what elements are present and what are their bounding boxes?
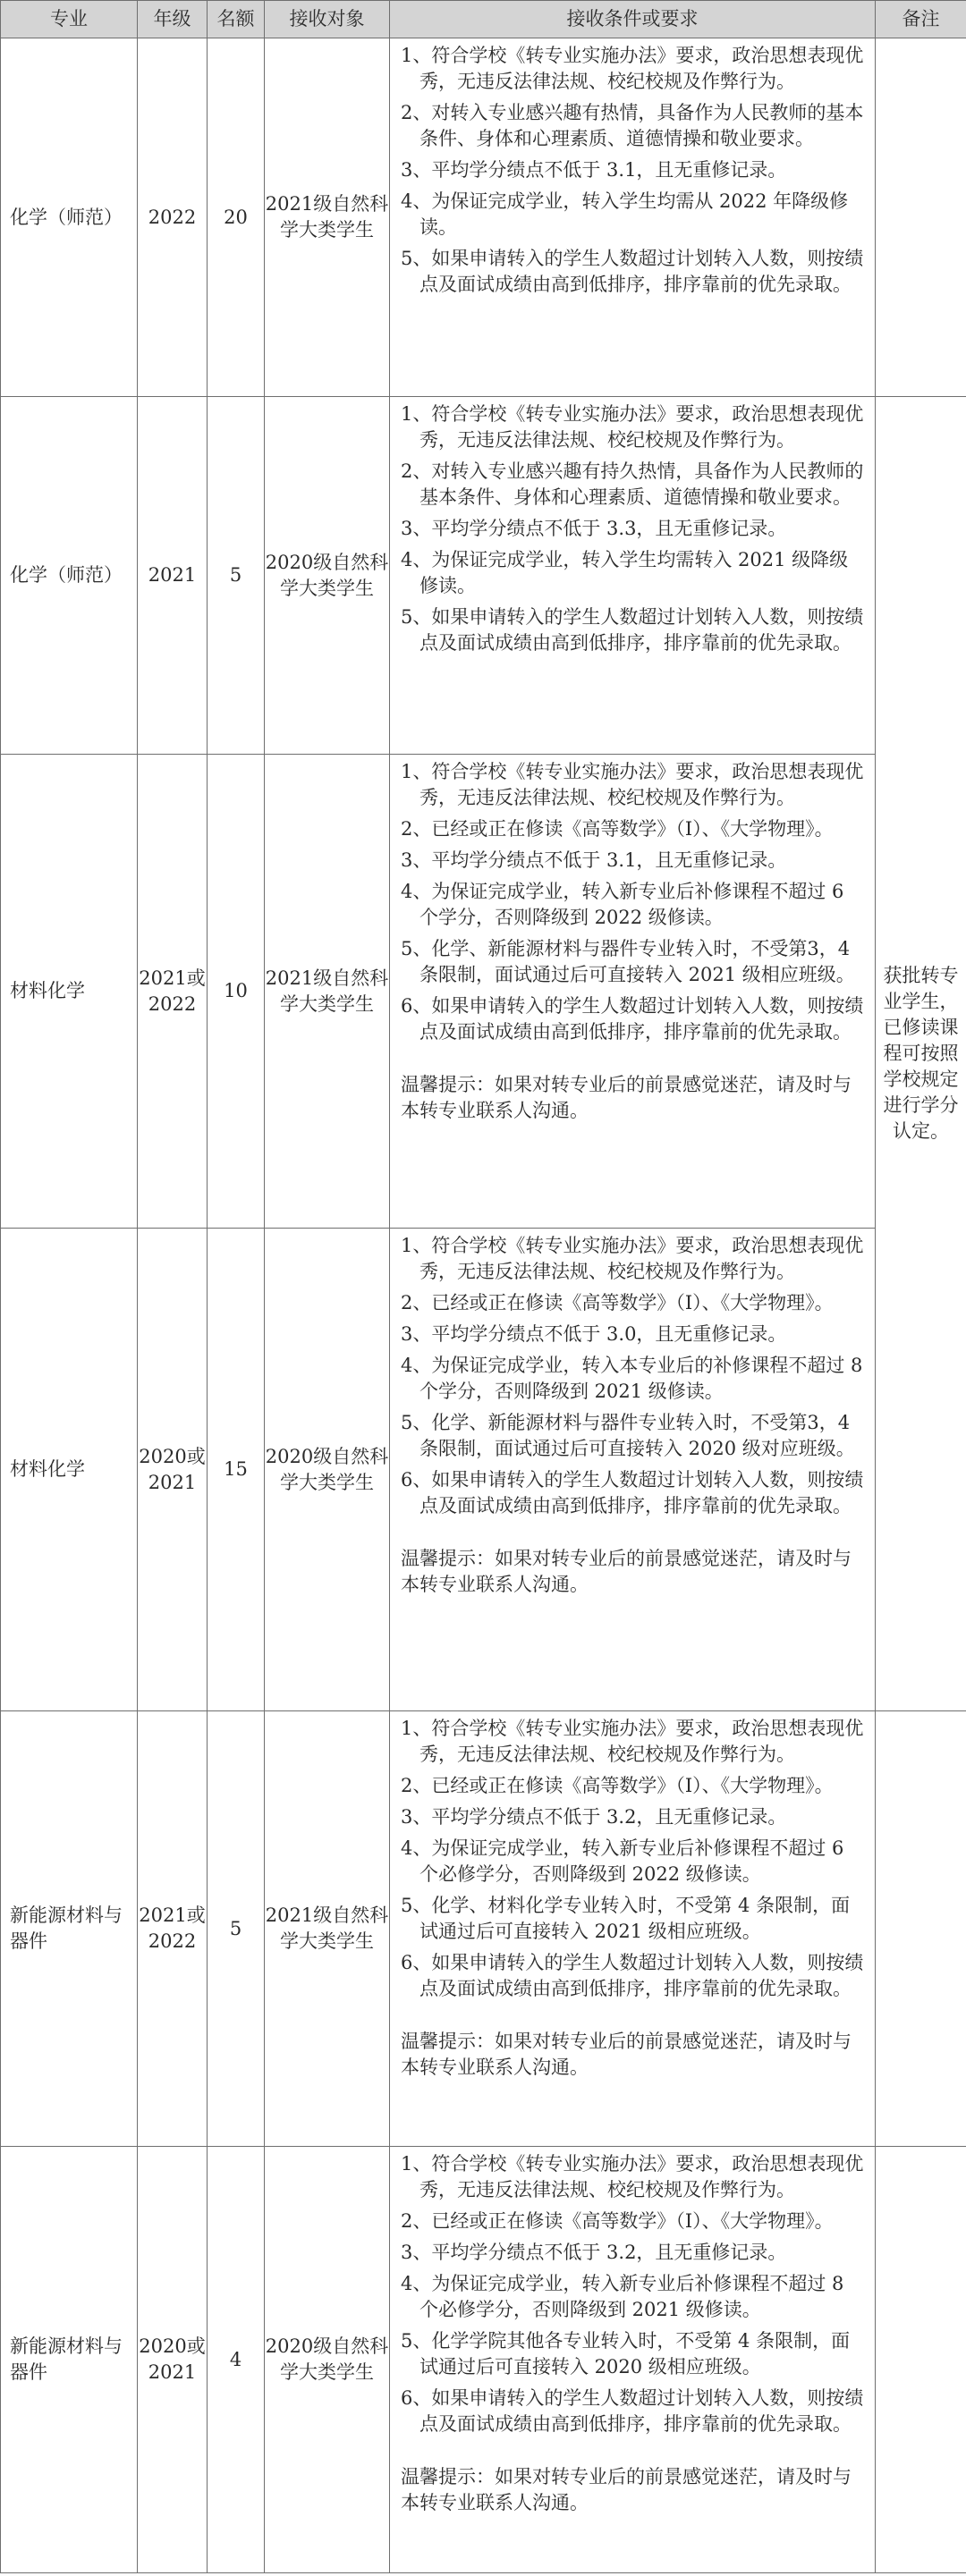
quota-cell: 15 — [208, 1229, 265, 1711]
requirement-item: 4、为保证完成学业，转入新专业后补修课程不超过 6 个必修学分，否则降级到 2022 级修读。 — [401, 1837, 844, 1885]
header-row — [1, 1, 966, 38]
target-text: 2021级自然科学大类学生 — [265, 1905, 389, 1952]
table-row — [1, 2147, 966, 2573]
major-cell: 新能源材料与器件 — [1, 2147, 138, 2573]
target-text: 2020级自然科学大类学生 — [265, 551, 389, 599]
target-text: 2020级自然科学大类学生 — [265, 1445, 389, 1493]
requirement-item: 6、如果申请转入的学生人数超过计划转入人数，则按绩点及面试成绩由高到低排序，排序靠前的优先录取。 — [401, 1952, 864, 1999]
table-row — [1, 397, 966, 755]
quota-cell: 10 — [208, 755, 265, 1229]
requirement-item: 2、已经或正在修读《高等数学》（Ⅰ）、《大学物理》。 — [401, 2210, 834, 2232]
requirement-item: 1、符合学校《转专业实施办法》要求，政治思想表现优秀，无违反法律法规、校纪校规及作弊行为。 — [401, 45, 864, 92]
table-row — [1, 1229, 966, 1711]
requirement-item: 3、平均学分绩点不低于 3.1，且无重修记录。 — [401, 849, 787, 871]
target-cell — [265, 38, 390, 397]
requirement-item: 1、符合学校《转专业实施办法》要求，政治思想表现优秀，无违反法律法规、校纪校规及作弊行为。 — [401, 1235, 864, 1282]
tip-text: 温馨提示：如果对转专业后的前景感觉迷茫，请及时与本转专业联系人沟通。 — [401, 2031, 852, 2078]
requirement-item: 4、为保证完成学业，转入新专业后补修课程不超过 8 个必修学分，否则降级到 2021 级修读。 — [401, 2273, 844, 2320]
requirement-item: 1、符合学校《转专业实施办法》要求，政治思想表现优秀，无违反法律法规、校纪校规及作弊行为。 — [401, 2153, 864, 2200]
target-text: 2021级自然科学大类学生 — [265, 193, 389, 241]
requirement-item: 5、化学、新能源材料与器件专业转入时，不受第3，4条限制，面试通过后可直接转入 2021 级相应班级。 — [401, 938, 855, 985]
requirements-cell — [390, 38, 876, 397]
requirement-item: 1、符合学校《转专业实施办法》要求，政治思想表现优秀，无违反法律法规、校纪校规及作弊行为。 — [401, 403, 864, 451]
requirement-item: 2、已经或正在修读《高等数学》（Ⅰ）、《大学物理》。 — [401, 1292, 834, 1313]
major-cell: 化学（师范） — [1, 397, 138, 755]
requirement-item: 6、如果申请转入的学生人数超过计划转入人数，则按绩点及面试成绩由高到低排序，排序靠前的优先录取。 — [401, 995, 864, 1043]
remark-cell-blank — [876, 1711, 966, 2147]
requirements-cell — [390, 755, 876, 1229]
requirement-item: 1、符合学校《转专业实施办法》要求，政治思想表现优秀，无违反法律法规、校纪校规及作弊行为。 — [401, 761, 864, 808]
target-cell — [265, 397, 390, 755]
target-text: 2020级自然科学大类学生 — [265, 2335, 389, 2383]
major-cell: 材料化学 — [1, 1229, 138, 1711]
requirement-item: 2、已经或正在修读《高等数学》（Ⅰ）、《大学物理》。 — [401, 818, 834, 840]
quota-cell: 5 — [208, 1711, 265, 2147]
target-text: 2021级自然科学大类学生 — [265, 967, 389, 1015]
grade-cell: 2021 — [138, 397, 208, 755]
major-cell: 新能源材料与器件 — [1, 1711, 138, 2147]
remark-cell-blank — [876, 2147, 966, 2573]
header-grade: 年级 — [138, 1, 208, 38]
requirement-item: 2、对转入专业感兴趣有持久热情，具备作为人民教师的基本条件、身体和心理素质、道德情操和敬业要求。 — [401, 460, 864, 508]
header-remark: 备注 — [876, 1, 966, 38]
grade-cell: 2020或2021 — [138, 1229, 208, 1711]
requirement-item: 1、符合学校《转专业实施办法》要求，政治思想表现优秀，无违反法律法规、校纪校规及作弊行为。 — [401, 1718, 864, 1765]
target-cell — [265, 1711, 390, 2147]
requirement-item: 5、化学、材料化学专业转入时，不受第 4 条限制，面试通过后可直接转入 2021 级相应班级。 — [401, 1895, 851, 1942]
table-row — [1, 1711, 966, 2147]
requirement-item: 6、如果申请转入的学生人数超过计划转入人数，则按绩点及面试成绩由高到低排序，排序靠前的优先录取。 — [401, 1469, 864, 1516]
requirement-item: 4、为保证完成学业，转入本专业后的补修课程不超过 8 个学分，否则降级到 2021 级修读。 — [401, 1355, 863, 1402]
remark-text: 获批转专业学生，已修读课程可按照学校规定进行学分认定。 — [883, 965, 959, 1142]
quota-cell: 20 — [208, 38, 265, 397]
grade-cell: 2021或2022 — [138, 755, 208, 1229]
requirement-item: 3、平均学分绩点不低于 3.1，且无重修记录。 — [401, 159, 787, 181]
table-row — [1, 755, 966, 1229]
header-major: 专业 — [1, 1, 138, 38]
requirements-cell — [390, 1711, 876, 2147]
requirement-item: 4、为保证完成学业，转入学生均需从 2022 年降级修读。 — [401, 190, 849, 238]
requirement-item: 6、如果申请转入的学生人数超过计划转入人数，则按绩点及面试成绩由高到低排序，排序靠前的优先录取。 — [401, 2387, 864, 2435]
header-target: 接收对象 — [265, 1, 390, 38]
requirement-item: 3、平均学分绩点不低于 3.0，且无重修记录。 — [401, 1323, 787, 1345]
requirements-cell — [390, 1229, 876, 1711]
grade-cell: 2022 — [138, 38, 208, 397]
target-cell — [265, 1229, 390, 1711]
requirement-item: 3、平均学分绩点不低于 3.3，且无重修记录。 — [401, 518, 787, 539]
table-row — [1, 38, 966, 397]
requirement-item: 4、为保证完成学业，转入学生均需转入 2021 级降级修读。 — [401, 549, 849, 596]
remark-cell-blank — [876, 38, 966, 397]
grade-cell: 2020或2021 — [138, 2147, 208, 2573]
quota-cell: 5 — [208, 397, 265, 755]
header-quota: 名额 — [208, 1, 265, 38]
requirement-item: 5、如果申请转入的学生人数超过计划转入人数，则按绩点及面试成绩由高到低排序，排序靠前的优先录取。 — [401, 606, 864, 654]
requirement-item: 4、为保证完成学业，转入新专业后补修课程不超过 6 个学分，否则降级到 2022 级修读。 — [401, 881, 844, 928]
requirement-item: 2、已经或正在修读《高等数学》（Ⅰ）、《大学物理》。 — [401, 1775, 834, 1796]
requirement-item: 3、平均学分绩点不低于 3.2，且无重修记录。 — [401, 2242, 787, 2263]
requirement-item: 5、化学、新能源材料与器件专业转入时，不受第3，4条限制，面试通过后可直接转入 2020 级对应班级。 — [401, 1412, 855, 1459]
major-cell: 化学（师范） — [1, 38, 138, 397]
tip-text: 温馨提示：如果对转专业后的前景感觉迷茫，请及时与本转专业联系人沟通。 — [401, 2466, 852, 2513]
requirement-item: 5、化学学院其他各专业转入时，不受第 4 条限制，面试通过后可直接转入 2020 级相应班级。 — [401, 2330, 851, 2378]
requirement-item: 3、平均学分绩点不低于 3.2，且无重修记录。 — [401, 1806, 787, 1828]
tip-text: 温馨提示：如果对转专业后的前景感觉迷茫，请及时与本转专业联系人沟通。 — [401, 1548, 852, 1595]
tip-text: 温馨提示：如果对转专业后的前景感觉迷茫，请及时与本转专业联系人沟通。 — [401, 1074, 852, 1121]
remark-cell — [876, 397, 966, 1711]
target-cell — [265, 2147, 390, 2573]
requirements-cell — [390, 397, 876, 755]
requirements-cell — [390, 2147, 876, 2573]
grade-cell: 2021或2022 — [138, 1711, 208, 2147]
header-requirements: 接收条件或要求 — [390, 1, 876, 38]
requirement-item: 2、对转入专业感兴趣有热情，具备作为人民教师的基本条件、身体和心理素质、道德情操和敬业要求。 — [401, 102, 864, 149]
target-cell — [265, 755, 390, 1229]
major-cell: 材料化学 — [1, 755, 138, 1229]
quota-cell: 4 — [208, 2147, 265, 2573]
requirement-item: 5、如果申请转入的学生人数超过计划转入人数，则按绩点及面试成绩由高到低排序，排序靠前的优先录取。 — [401, 248, 864, 295]
